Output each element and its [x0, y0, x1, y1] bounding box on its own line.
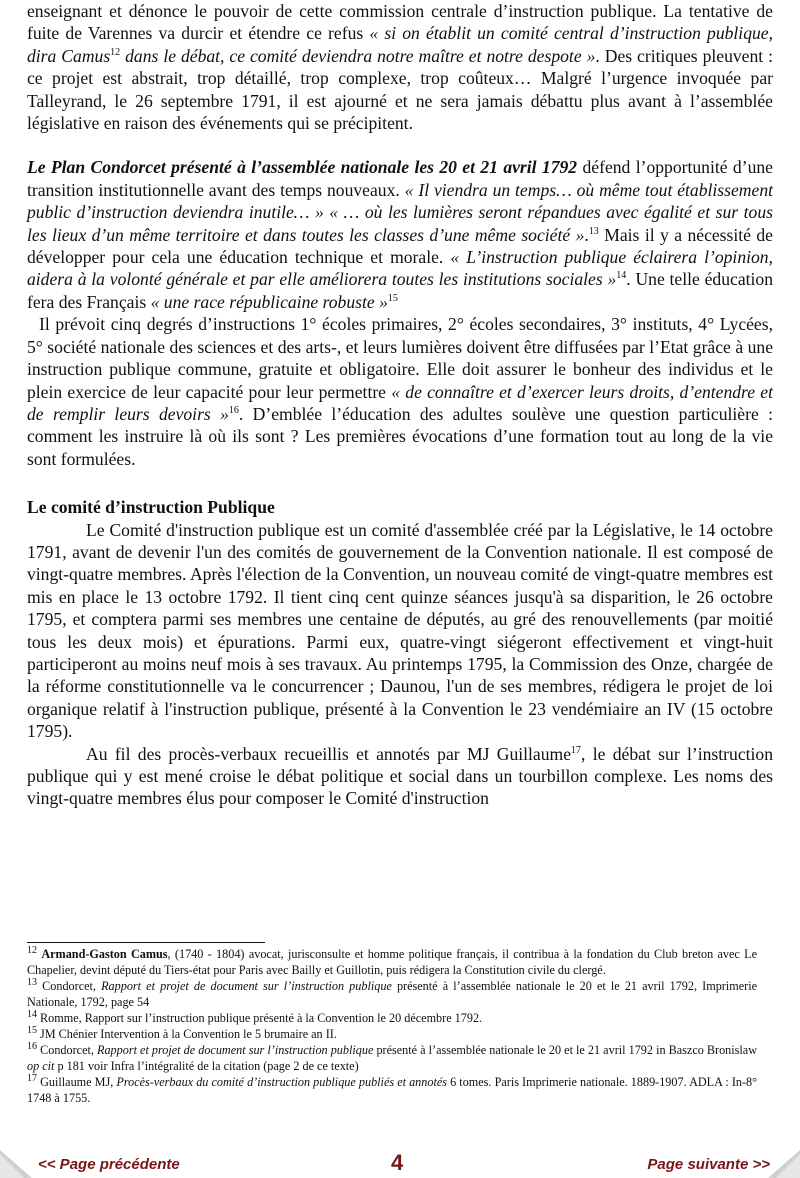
quote: « si on établit un comité central d’instruction publique, dira Camus: [27, 23, 773, 66]
footnote-number: 13: [27, 976, 37, 988]
quote: dans le débat, ce comité deviendra notre maître et notre despote »: [120, 45, 596, 66]
text: . Une telle éducation fera des Français: [27, 269, 773, 312]
footnote-text: présenté à l’assemblée nationale le 20 et le 21 avril 1792 in Baszco Bronislaw: [373, 1043, 758, 1057]
page-number: 4: [391, 1150, 404, 1175]
quote: « L’instruction publique éclairera l’opinion, aidera à la volonté générale et par elle améliorera toutes les institutions sociales »: [27, 247, 773, 290]
page-navigation: [0, 1152, 800, 1178]
footnote-text: JM Chénier Intervention à la Convention le 5 brumaire an II.: [40, 1027, 337, 1041]
footnote-separator: [27, 942, 265, 943]
paragraph-cinq-degres: [27, 313, 773, 470]
footnote-ref[interactable]: 16: [228, 405, 239, 417]
footnote-number: 16: [27, 1040, 37, 1052]
footnote-number: 14: [27, 1008, 37, 1020]
page-body: [27, 0, 773, 810]
footnote-text: Condorcet,: [42, 979, 102, 993]
footnote-ref[interactable]: 12: [110, 46, 121, 58]
text: Il prévoit cinq degrés d’instructions 1° écoles primaires, 2° écoles secondaires, 3° instituts, 4° Lycées, 5° société nationale des sciences et des arts-, et leurs lumières doivent être diffusées par l’Etat grâce à une instruction publique commune, gratuite et obligatoire. Elle doit assurer le bonheur des individus et le plein exercice de leur capacité pour leur permettre: [27, 314, 773, 402]
footnote-text: Condorcet,: [40, 1043, 97, 1057]
text: défend l’opportunité d’une transition institutionnelle avant des temps nouveaux.: [27, 157, 773, 200]
footnote-number: 15: [27, 1024, 37, 1036]
footnote-ref[interactable]: 15: [387, 293, 398, 305]
text: . D’emblée l’éducation des adultes soulève une question particulière : comment les instruire là où ils sont ? Les premières évocations d’une formation tout au long de la vie sont formulées.: [27, 403, 774, 469]
text: Mais il y a nécessité de développer pour cela une éducation technique et morale.: [27, 224, 773, 268]
text: , le débat sur l’instruction publique qui y est mené croise le débat politique et social dans un tourbillon complexe. Les noms des vingt-quatre membres élus pour composer le Comité d'instruction: [27, 743, 773, 809]
footnote-ref[interactable]: 17: [571, 744, 582, 756]
footnote-ref[interactable]: 13: [588, 225, 599, 237]
quote: « une race républicaine robuste »: [150, 291, 388, 312]
footnote-title: Rapport et projet de document sur l’instruction publique: [97, 1043, 374, 1057]
page-curl-right-icon: [768, 1150, 800, 1178]
footnote-17: [27, 1074, 757, 1106]
footnote-14: [27, 1010, 757, 1026]
footnote-title: Rapport et projet de document sur l’instruction publique: [101, 979, 392, 993]
footnote-13: [27, 978, 757, 1010]
footnote-number: 12: [27, 944, 37, 956]
footnote-name: Armand-Gaston Camus: [41, 947, 168, 961]
quote: « de connaître et d’exercer leurs droits, d’entendre et de remplir leurs devoirs »: [27, 381, 773, 424]
footnotes: [27, 946, 757, 1106]
footnote-text: présenté à l’assemblée nationale le 20 et le 21 avril 1792, Imprimerie Nationale, 1792, page 54: [27, 979, 757, 1009]
page-curl-left-icon: [0, 1150, 32, 1178]
footnote-ref[interactable]: 14: [616, 270, 627, 282]
paragraph-varennes: [27, 0, 773, 134]
footnote-16: [27, 1042, 757, 1074]
footnote-number: 17: [27, 1072, 37, 1084]
text: . Des critiques pleuvent : ce projet est abstrait, trop détaillé, trop complexe, trop coûteux… Malgré l’urgence invoquée par Talleyrand, le 26 septembre 1791, il est ajourné et ne sera jamais débattu plus avant à l’assemblée législative en raison des événements qui se précipitent.: [27, 45, 774, 134]
footnote-text: , (1740 - 1804) avocat, jurisconsulte et homme politique français, il contribua à la fondation du Club breton avec Le Chapelier, devint député du Tiers-état pour Paris avec Bailly et Guillotin, puis rédigera la Constitution civile du clergé.: [27, 947, 758, 977]
footnote-text: Guillaume MJ,: [40, 1075, 117, 1089]
footnote-text: p 181 voir Infra l’intégralité de la citation (page 2 de ce texte): [54, 1059, 359, 1073]
section-title: Le comité d’instruction Publique: [27, 497, 275, 518]
paragraph-plan-condorcet: [27, 156, 773, 313]
footnote-12: [27, 946, 757, 978]
paragraph-comite: Le Comité d'instruction publique est un comité d'assemblée créé par la Législative, le 14 octobre 1791, avant de devenir l'un des comités de gouvernement de la Convention nationale. Il est composé de vingt-quatre membres. Après l'élection de la Convention, un nouveau comité de vingt-quatre membres est mis en place le 13 octobre 1792. Il tient cinq cent quinze séances jusqu'à sa disparition, le 26 octobre 1795, et comptera parmi ses membres une centaine de députés, au gré des renouvellements (par moitié tous les deux mois) et épurations. Parmi eux, quatre-vingt siégeront effectivement et vingt-huit participeront au moins neuf mois à ses travaux. Au printemps 1795, la Commission des Onze, chargée de la réforme constitutionnelle va le concurrencer ; Daunou, l'un de ses membres, rédigera le projet de loi organique relatif à l'instruction publique, présenté à la Convention le 23 vendémiaire an IV (15 octobre 1795).: [27, 519, 773, 742]
footnote-title: Procès-verbaux du comité d’instruction publique publiés et annotés: [116, 1075, 448, 1089]
footnote-text: Romme, Rapport sur l’instruction publique présenté à la Convention le 20 décembre 1792.: [40, 1011, 483, 1025]
next-page-link[interactable]: Page suivante >>: [647, 1156, 770, 1173]
text: .: [584, 224, 589, 245]
text: enseignant et dénonce le pouvoir de cette commission centrale d’instruction publique. La tentative de fuite de Varennes va durcir et étendre ce refus: [27, 1, 773, 44]
paragraph-guillaume: [27, 743, 773, 810]
footnote-text: 6 tomes. Paris Imprimerie nationale. 1889-1907. ADLA : In-8° 1748 à 1755.: [27, 1075, 758, 1105]
lead-title: Le Plan Condorcet présenté à l’assemblée nationale les 20 et 21 avril 1792: [27, 157, 578, 178]
previous-page-link[interactable]: << Page précédente: [38, 1156, 180, 1173]
footnote-title: op cit: [27, 1059, 55, 1073]
footnote-15: [27, 1026, 757, 1042]
text: Au fil des procès-verbaux recueillis et annotés par MJ Guillaume: [86, 743, 572, 764]
quote: « Il viendra un temps… où même tout établissement public d’instruction deviendra inutile… » « … où les lumières seront répandues avec égalité et sur tous les lieux d’un même territoire et dans toutes les classes d’une même société »: [27, 179, 773, 245]
